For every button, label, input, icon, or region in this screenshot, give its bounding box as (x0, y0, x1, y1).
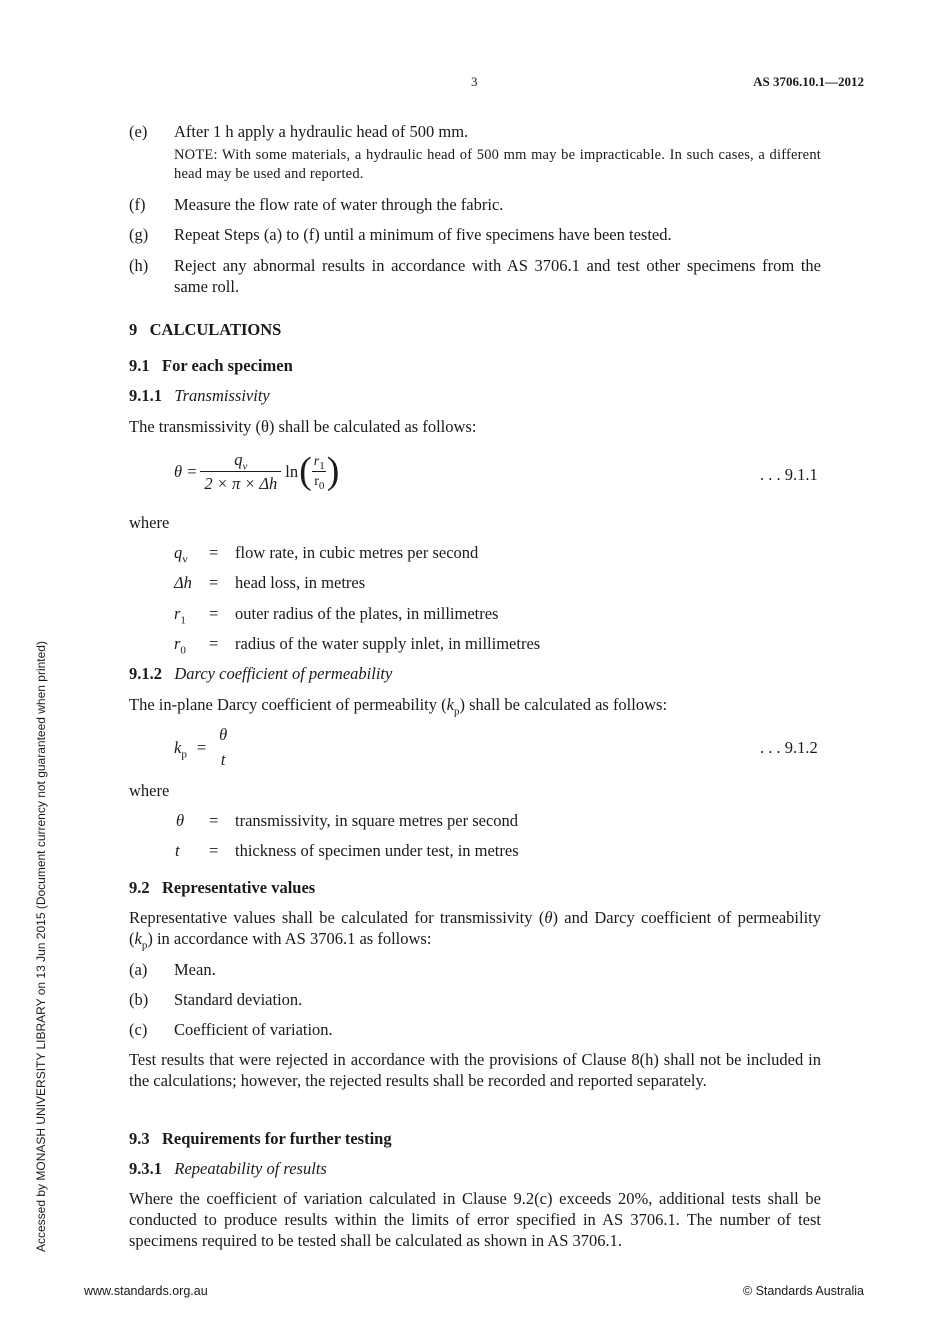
eq-num-sub: v (242, 459, 248, 472)
eq-ratio (312, 453, 327, 490)
section-9-2-heading: 9.2 Representative values (129, 878, 316, 897)
where-1: where (129, 513, 170, 532)
step-label-f: (f) (129, 195, 146, 214)
def-theta-symbol: θ (176, 811, 185, 830)
item-text-a: Mean. (174, 960, 216, 979)
equation-9-1-2 (174, 724, 232, 770)
def-qv-desc: flow rate, in cubic metres per second (235, 543, 479, 562)
def-theta-equals: = (209, 811, 219, 830)
def-r1-equals: = (209, 604, 219, 623)
def-qv-equals: = (209, 543, 219, 562)
eq-ln: ln (285, 461, 299, 481)
repeatability-paragraph: Where the coefficient of variation calculated in Clause 9.2(c) exceeds 20%, additional tests shall be conducted to produce results within the limits of error specified in AS 3706.1. The number of test specimens required to be tested shall be calculated as shown in AS 3706.1. (129, 1189, 821, 1250)
clause-9-1-2-heading (129, 663, 392, 684)
eq2-lhs: $k_p$ (174, 737, 187, 760)
eq-den: 2 × π × Δh (200, 471, 281, 494)
def-qv-symbol: $q_v$ (174, 543, 188, 566)
right-paren: ) (326, 450, 340, 492)
r-top-sub: 1 (319, 459, 325, 472)
transmissivity-intro: The transmissivity (θ) shall be calculated as follows: (129, 417, 477, 436)
item-text-c: Coefficient of variation. (174, 1020, 333, 1039)
item-text-b: Standard deviation. (174, 990, 303, 1009)
def-r0-symbol: $r_0$ (174, 634, 186, 657)
step-text-h: Reject any abnormal results in accordance with AS 3706.1 and test other specimens from the same roll. (174, 256, 821, 296)
access-watermark: Accessed by MONASH UNIVERSITY LIBRARY on 13 Jun 2015 (Document currency not guaranteed when printed) (34, 641, 48, 1252)
step-text-e: After 1 h apply a hydraulic head of 500 mm. (174, 122, 469, 141)
note: NOTE: With some materials, a hydraulic head of 500 mm may be impracticable. In such cases, a different head may be used and reported. (174, 147, 821, 182)
r-bot: r (314, 473, 319, 489)
page-number: 3 (471, 74, 478, 89)
def-r0-equals: = (209, 634, 219, 653)
where-2: where (129, 781, 170, 800)
clause-title: Transmissivity (174, 386, 270, 405)
step-text-g: Repeat Steps (a) to (f) until a minimum of five specimens have been tested. (174, 225, 672, 244)
item-label-c: (c) (129, 1020, 148, 1039)
eq2-num: θ (219, 725, 228, 744)
section-9-3-heading: 9.3 Requirements for further testing (129, 1129, 392, 1148)
clause-number: 9.1.2 (129, 664, 162, 683)
equation-9-1-1 (174, 446, 339, 496)
step-label-e: (e) (129, 122, 148, 141)
clause-9-3-1-heading (129, 1158, 327, 1179)
item-label-b: (b) (129, 990, 149, 1009)
def-dh-symbol: Δh (174, 573, 192, 592)
def-theta-desc: transmissivity, in square metres per second (235, 811, 519, 830)
standard-code: AS 3706.10.1—2012 (753, 74, 864, 89)
left-paren: ( (299, 450, 312, 492)
def-dh-desc: head loss, in metres (235, 573, 366, 592)
item-label-a: (a) (129, 960, 148, 979)
darcy-intro: The in-plane Darcy coefficient of permeability $(k_p)$ shall be calculated as follows: (129, 695, 668, 718)
section-9-heading: 9 CALCULATIONS (129, 320, 282, 339)
def-dh-equals: = (209, 573, 219, 592)
clause-number: 9.3.1 (129, 1159, 162, 1178)
eq-num: q (234, 449, 243, 469)
clause-title: Darcy coefficient of permeability (174, 664, 393, 683)
def-r1-desc: outer radius of the plates, in millimetres (235, 604, 499, 623)
r-top: r (313, 453, 320, 469)
eq-label-9-1-1: . . . 9.1.1 (760, 465, 818, 484)
def-t-desc: thickness of specimen under test, in metres (235, 841, 519, 860)
footer-website[interactable]: www.standards.org.au (84, 1284, 208, 1298)
footer-copyright: © Standards Australia (742, 1284, 864, 1298)
eq-label-9-1-2: . . . 9.1.2 (760, 738, 818, 757)
eq2-equals: = (196, 737, 207, 757)
clause-title: Repeatability of results (174, 1159, 327, 1178)
representative-intro: Representative values shall be calculated for transmissivity (θ) and Darcy coefficient of permeability $(k_p)$ in accordance with AS 3706.1 as follows: (129, 908, 822, 952)
def-r0-desc: radius of the water supply inlet, in millimetres (235, 634, 541, 653)
step-label-g: (g) (129, 225, 149, 244)
rejected-results-paragraph: Test results that were rejected in accordance with the provisions of Clause 8(h) shall not be included in the calculations; however, the rejected results shall be recorded and reported separately. (129, 1050, 821, 1090)
def-t-symbol: t (175, 841, 180, 860)
step-text-f: Measure the flow rate of water through the fabric. (174, 195, 504, 214)
def-r1-symbol: $r_1$ (174, 604, 186, 627)
step-label-h: (h) (129, 256, 149, 275)
eq2-den: t (220, 750, 226, 769)
clause-9-1-1-heading (129, 385, 270, 406)
eq-lhs: θ = (174, 461, 198, 481)
def-t-equals: = (209, 841, 219, 860)
eq2-fraction (214, 724, 232, 770)
r-bot-sub: 0 (318, 479, 325, 492)
section-9-1-heading: 9.1 For each specimen (129, 356, 293, 375)
eq-fraction (200, 449, 281, 494)
clause-number: 9.1.1 (129, 386, 162, 405)
